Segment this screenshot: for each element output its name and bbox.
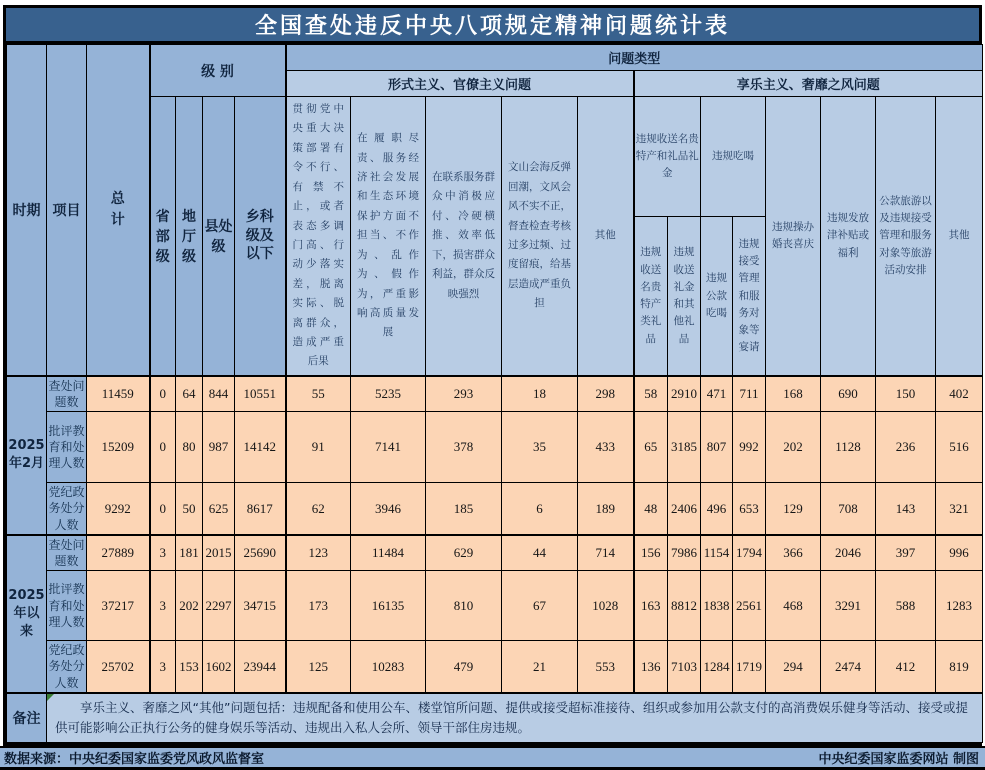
data-cell: 588 xyxy=(876,571,936,641)
note-row xyxy=(7,693,983,743)
data-cell: 7103 xyxy=(668,641,701,693)
data-cell: 62 xyxy=(286,483,351,535)
table-note xyxy=(7,693,983,743)
data-cell: 6 xyxy=(502,483,578,535)
statistics-sheet xyxy=(0,5,985,770)
data-cell: 807 xyxy=(701,412,733,483)
data-cell: 294 xyxy=(766,641,821,693)
data-cell: 181 xyxy=(176,535,203,571)
data-cell: 496 xyxy=(701,483,733,535)
data-cell: 8812 xyxy=(668,571,701,641)
data-cell: 11459 xyxy=(87,376,150,412)
data-cell: 236 xyxy=(876,412,936,483)
header-dining-banquets: 违规接受管理和服务对象等宴请 xyxy=(733,217,766,376)
data-cell: 25702 xyxy=(87,641,150,693)
data-cell: 321 xyxy=(936,483,983,535)
table-row xyxy=(7,412,983,483)
header-weddings-funerals: 违规操办婚丧喜庆 xyxy=(766,97,821,376)
header-formalism-col-2: 在履职尽责、服务经济社会发展和生态环境保护方面不担当、不作为、乱作为、假作为，严重影响高质量发展 xyxy=(351,97,426,376)
data-cell: 987 xyxy=(203,412,235,483)
data-cell: 163 xyxy=(634,571,668,641)
header-level-township-label: 乡科级及以下 xyxy=(245,208,274,263)
data-cell: 653 xyxy=(733,483,766,535)
data-cell: 35 xyxy=(502,412,578,483)
data-cell: 7141 xyxy=(351,412,426,483)
data-cell: 844 xyxy=(203,376,235,412)
footer-bar xyxy=(0,746,985,770)
data-cell: 3946 xyxy=(351,483,426,535)
data-cell: 58 xyxy=(634,376,668,412)
data-cell: 625 xyxy=(203,483,235,535)
data-cell: 397 xyxy=(876,535,936,571)
data-cell: 2561 xyxy=(733,571,766,641)
data-cell: 48 xyxy=(634,483,668,535)
data-cell: 25690 xyxy=(235,535,286,571)
header-problem-type: 问题类型 xyxy=(286,45,983,71)
data-cell: 153 xyxy=(176,641,203,693)
header-formalism-other: 其他 xyxy=(578,97,634,376)
data-cell: 0 xyxy=(150,483,176,535)
data-cell: 1794 xyxy=(733,535,766,571)
data-cell: 629 xyxy=(426,535,502,571)
data-cell: 3291 xyxy=(821,571,876,641)
data-cell: 65 xyxy=(634,412,668,483)
data-cell: 996 xyxy=(936,535,983,571)
data-cell: 129 xyxy=(766,483,821,535)
data-cell: 2910 xyxy=(668,376,701,412)
header-hedonism-other: 其他 xyxy=(936,97,983,376)
data-cell: 8617 xyxy=(235,483,286,535)
data-cell: 156 xyxy=(634,535,668,571)
data-cell: 553 xyxy=(578,641,634,693)
header-public-travel: 公款旅游以及违规接受管理和服务对象等旅游活动安排 xyxy=(876,97,936,376)
data-cell: 123 xyxy=(286,535,351,571)
data-cell: 412 xyxy=(876,641,936,693)
data-cell: 293 xyxy=(426,376,502,412)
data-cell: 11484 xyxy=(351,535,426,571)
row-item-label: 党纪政务处分人数 xyxy=(47,641,87,693)
data-cell: 202 xyxy=(176,571,203,641)
data-cell: 3 xyxy=(150,641,176,693)
header-gift-specialty: 违规收送名贵特产类礼品 xyxy=(634,217,668,376)
data-cell: 34715 xyxy=(235,571,286,641)
table-row xyxy=(7,571,983,641)
note-label: 备注 xyxy=(7,693,47,743)
data-cell: 21 xyxy=(502,641,578,693)
table-row xyxy=(7,376,983,412)
header-formalism-group: 形式主义、官僚主义问题 xyxy=(286,71,634,97)
header-dining-public-funds: 违规公款吃喝 xyxy=(701,217,733,376)
data-cell: 37217 xyxy=(87,571,150,641)
row-item-label: 查处问题数 xyxy=(47,376,87,412)
data-cell: 2297 xyxy=(203,571,235,641)
data-cell: 1602 xyxy=(203,641,235,693)
header-row-3 xyxy=(7,97,983,217)
header-dining-group: 违规吃喝 xyxy=(701,97,766,217)
data-cell: 1128 xyxy=(821,412,876,483)
data-cell: 7986 xyxy=(668,535,701,571)
data-cell: 468 xyxy=(766,571,821,641)
data-cell: 143 xyxy=(876,483,936,535)
data-cell: 471 xyxy=(701,376,733,412)
header-row-1 xyxy=(7,45,983,71)
data-cell: 14142 xyxy=(235,412,286,483)
note-text: 享乐主义、奢靡之风“其他”问题包括：违规配备和使用公车、楼堂馆所问题、提供或接受超标准接待、组织或参加用公款支付的高消费娱乐健身等活动、接受或提供可能影响公正执行公务的健身娱乐等活动、违规出入私人会所、领导干部住房违规。 xyxy=(55,700,968,735)
header-gift-money: 违规收送礼金和其他礼品 xyxy=(668,217,701,376)
green-corner-icon xyxy=(47,694,54,701)
data-cell: 992 xyxy=(733,412,766,483)
data-cell: 298 xyxy=(578,376,634,412)
data-cell: 516 xyxy=(936,412,983,483)
data-cell: 10551 xyxy=(235,376,286,412)
data-cell: 714 xyxy=(578,535,634,571)
header-allowances: 违规发放津补贴或福利 xyxy=(821,97,876,376)
data-cell: 55 xyxy=(286,376,351,412)
data-cell: 1719 xyxy=(733,641,766,693)
header-gift-group: 违规收送名贵特产和礼品礼金 xyxy=(634,97,701,217)
data-cell: 15209 xyxy=(87,412,150,483)
data-cell: 2046 xyxy=(821,535,876,571)
data-cell: 2474 xyxy=(821,641,876,693)
data-cell: 16135 xyxy=(351,571,426,641)
data-cell: 202 xyxy=(766,412,821,483)
header-period: 时期 xyxy=(7,45,47,376)
data-cell: 0 xyxy=(150,376,176,412)
data-cell: 50 xyxy=(176,483,203,535)
header-total-label: 总计 xyxy=(110,190,125,228)
data-cell: 1838 xyxy=(701,571,733,641)
header-formalism-col-4: 文山会海反弹回潮，文风会风不实不正，督查检查考核过多过频、过度留痕，给基层造成严重负担 xyxy=(502,97,578,376)
table-body xyxy=(7,376,983,693)
header-level-province: 省部级 xyxy=(150,97,176,376)
data-cell: 1154 xyxy=(701,535,733,571)
header-level-group: 级 别 xyxy=(150,45,286,97)
header-level-prefecture: 地厅级 xyxy=(176,97,203,376)
data-cell: 150 xyxy=(876,376,936,412)
data-cell: 18 xyxy=(502,376,578,412)
data-cell: 27889 xyxy=(87,535,150,571)
data-cell: 136 xyxy=(634,641,668,693)
data-cell: 402 xyxy=(936,376,983,412)
data-cell: 2015 xyxy=(203,535,235,571)
data-cell: 810 xyxy=(426,571,502,641)
data-cell: 3 xyxy=(150,571,176,641)
data-cell: 2406 xyxy=(668,483,701,535)
data-source-label: 数据来源：中央纪委国家监委党风政风监督室 xyxy=(4,751,265,767)
period-label: 2025年以来 xyxy=(7,535,47,693)
header-level-county: 县处级 xyxy=(203,97,235,376)
data-cell: 0 xyxy=(150,412,176,483)
data-cell: 433 xyxy=(578,412,634,483)
data-cell: 189 xyxy=(578,483,634,535)
data-cell: 366 xyxy=(766,535,821,571)
data-cell: 9292 xyxy=(87,483,150,535)
row-item-label: 党纪政务处分人数 xyxy=(47,483,87,535)
data-cell: 1283 xyxy=(936,571,983,641)
data-cell: 3185 xyxy=(668,412,701,483)
note-cell xyxy=(47,693,983,743)
header-hedonism-group: 享乐主义、奢靡之风问题 xyxy=(634,71,983,97)
table-frame xyxy=(3,5,982,746)
row-item-label: 批评教育和处理人数 xyxy=(47,412,87,483)
data-cell: 185 xyxy=(426,483,502,535)
table-row xyxy=(7,641,983,693)
data-cell: 3 xyxy=(150,535,176,571)
data-cell: 708 xyxy=(821,483,876,535)
header-item: 项目 xyxy=(47,45,87,376)
data-cell: 173 xyxy=(286,571,351,641)
data-cell: 378 xyxy=(426,412,502,483)
row-item-label: 批评教育和处理人数 xyxy=(47,571,87,641)
statistics-table xyxy=(6,44,983,743)
header-level-township xyxy=(235,97,286,376)
header-total xyxy=(87,45,150,376)
data-cell: 10283 xyxy=(351,641,426,693)
table-header xyxy=(7,45,983,376)
data-cell: 1284 xyxy=(701,641,733,693)
data-cell: 5235 xyxy=(351,376,426,412)
header-formalism-col-3: 在联系服务群众中消极应付、冷硬横推、效率低下，损害群众利益，群众反映强烈 xyxy=(426,97,502,376)
page-title: 全国查处违反中央八项规定精神问题统计表 xyxy=(254,14,730,39)
credit-label: 中央纪委国家监委网站 制图 xyxy=(818,751,979,767)
header-formalism-col-1: 贯彻党中央重大决策部署有令不行、有禁不止，或者表态多调门高、行动少落实差，脱离实际、脱离群众，造成严重后果 xyxy=(286,97,351,376)
data-cell: 64 xyxy=(176,376,203,412)
period-label: 2025年2月 xyxy=(7,376,47,535)
data-cell: 91 xyxy=(286,412,351,483)
data-cell: 125 xyxy=(286,641,351,693)
title-bar xyxy=(6,8,979,44)
data-cell: 711 xyxy=(733,376,766,412)
table-row xyxy=(7,483,983,535)
data-cell: 80 xyxy=(176,412,203,483)
data-cell: 819 xyxy=(936,641,983,693)
data-cell: 168 xyxy=(766,376,821,412)
data-cell: 44 xyxy=(502,535,578,571)
table-row xyxy=(7,535,983,571)
data-cell: 479 xyxy=(426,641,502,693)
data-cell: 67 xyxy=(502,571,578,641)
data-cell: 1028 xyxy=(578,571,634,641)
row-item-label: 查处问题数 xyxy=(47,535,87,571)
data-cell: 690 xyxy=(821,376,876,412)
data-cell: 23944 xyxy=(235,641,286,693)
